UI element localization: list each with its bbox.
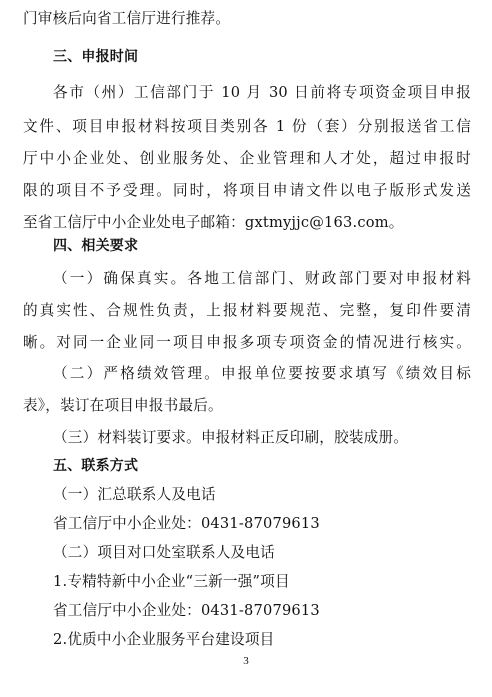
page-number: 3 <box>243 655 249 667</box>
project-item: 1.专精特新中小企业“三新一强”项目 <box>53 573 290 590</box>
section-heading-4: 四、相关要求 <box>53 238 139 254</box>
project-item: 2.优质中小企业服务平台建设项目 <box>53 631 275 648</box>
body-line: 各市（州）工信部门于 10 月 30 日前将专项资金项目申报 <box>53 84 471 101</box>
contact-line: 省工信厅中小企业处：0431-87079613 <box>53 515 320 532</box>
body-line: 的真实性、合规性负责，上报材料要规范、完整，复印件要清 <box>23 302 471 319</box>
body-line: 厅中小企业处、创业服务处、企业管理和人才处，超过申报时 <box>23 150 471 167</box>
subsection-line: （一）汇总联系人及电话 <box>53 486 216 503</box>
body-line: 文件、项目申报材料按项目类别各 1 份（套）分别报送省工信 <box>23 118 471 135</box>
body-line: （三）材料装订要求。申报材料正反印刷，胶装成册。 <box>53 429 409 446</box>
section-heading-3: 三、申报时间 <box>53 49 139 65</box>
section-heading-5: 五、联系方式 <box>53 458 139 474</box>
body-line: 门审核后向省工信厅进行推荐。 <box>23 10 231 27</box>
body-line: （二）严格绩效管理。申报单位要按要求填写《绩效目标 <box>53 365 471 382</box>
body-line: 晰。对同一企业同一项目申报多项专项资金的情况进行核实。 <box>23 334 471 351</box>
email-line: 至省工信厅中小企业处电子邮箱：gxtmyjjc@163.com。 <box>23 214 404 231</box>
subsection-line: （二）项目对口处室联系人及电话 <box>53 544 275 561</box>
body-line: （一）确保真实。各地工信部门、财政部门要对申报材料 <box>53 270 471 287</box>
contact-line: 省工信厅中小企业处：0431-87079613 <box>53 602 320 619</box>
body-line: 限的项目不予受理。同时，将项目申请文件以电子版形式发送 <box>23 182 471 199</box>
body-line: 表》，装订在项目申报书最后。 <box>23 397 223 414</box>
